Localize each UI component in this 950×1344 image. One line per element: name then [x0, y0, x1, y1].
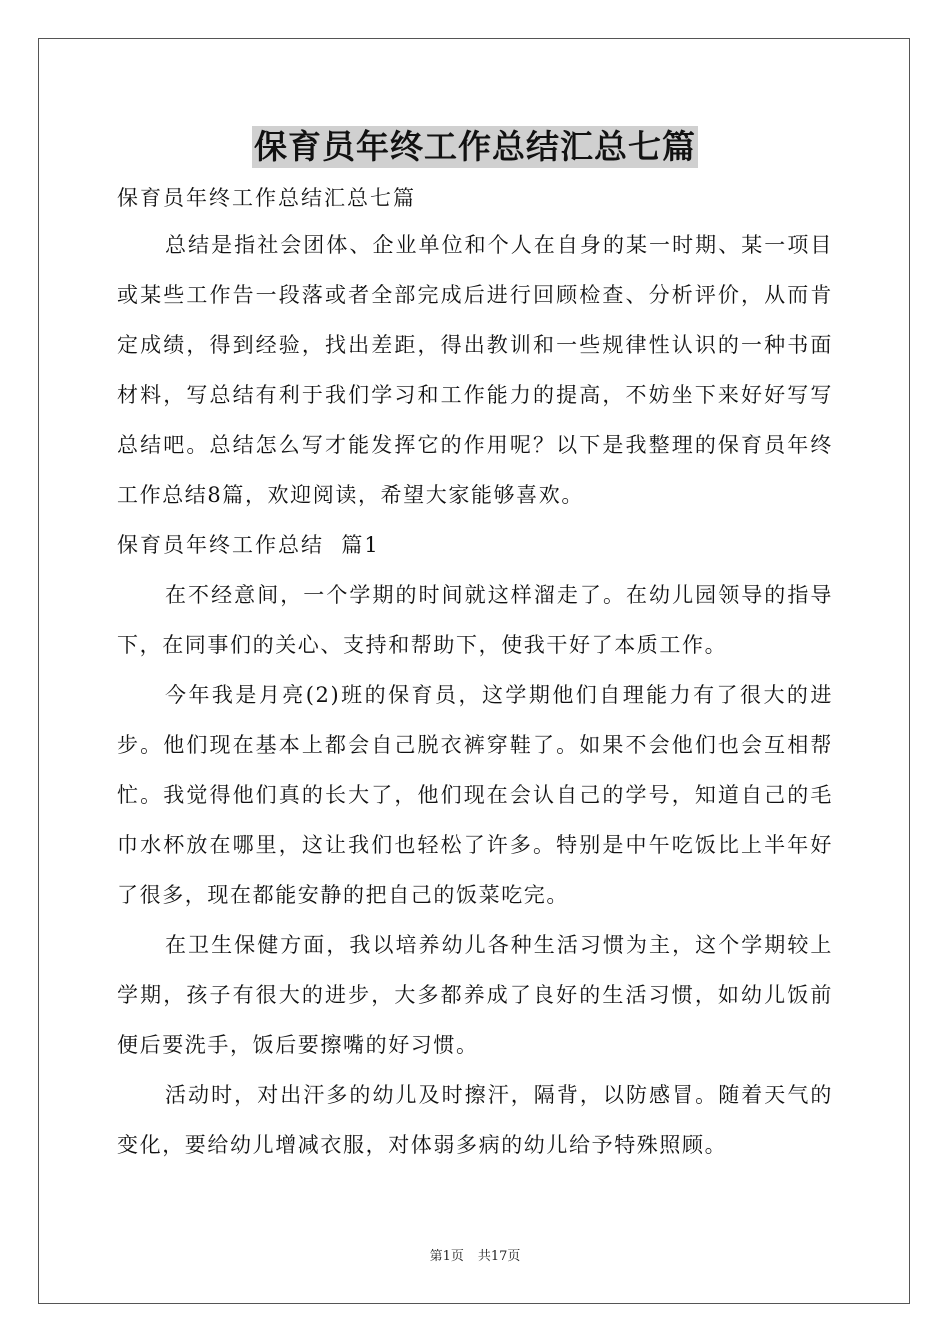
body-paragraph: 在不经意间，一个学期的时间就这样溜走了。在幼儿园领导的指导下，在同事们的关心、支持和帮助下，使我干好了本质工作。 — [117, 583, 833, 657]
body-paragraph: 在卫生保健方面，我以培养幼儿各种生活习惯为主，这个学期较上学期，孩子有很大的进步，大多都养成了良好的生活习惯，如幼儿饭前便后要洗手，饭后要擦嘴的好习惯。 — [117, 933, 833, 1057]
page-total: 共17页 — [477, 1249, 521, 1264]
body-paragraph: 今年我是月亮(2)班的保育员，这学期他们自理能力有了很大的进步。他们现在基本上都会自己脱衣裤穿鞋了。如果不会他们也会互相帮忙。我觉得他们真的长大了，他们现在会认自己的学号，知道自己的毛巾水杯放在哪里，这让我们也轻松了许多。特别是中午吃饭比上半年好了很多，现在都能安静的把自己的饭菜吃完。 — [117, 683, 833, 907]
page-number: 第1页 — [429, 1249, 464, 1264]
document-title: 保育员年终工作总结汇总七篇 — [254, 127, 696, 166]
intro-paragraph: 总结是指社会团体、企业单位和个人在自身的某一时期、某一项目或某些工作告一段落或者全部完成后进行回顾检查、分析评价，从而肯定成绩，得到经验，找出差距，得出教训和一些规律性认识的一种书面材料，写总结有利于我们学习和工作能力的提高，不妨坐下来好好写写总结吧。总结怎么写才能发挥它的作用呢？以下是我整理的保育员年终工作总结8篇，欢迎阅读，希望大家能够喜欢。 — [117, 233, 833, 507]
document-subtitle: 保育员年终工作总结汇总七篇 — [117, 186, 416, 210]
document-body — [117, 178, 833, 1170]
title-container — [0, 126, 950, 168]
section-heading: 保育员年终工作总结 篇1 — [117, 533, 380, 557]
page-footer — [0, 1249, 950, 1265]
body-paragraph: 活动时，对出汗多的幼儿及时擦汗，隔背，以防感冒。随着天气的变化，要给幼儿增减衣服，对体弱多病的幼儿给予特殊照顾。 — [117, 1083, 833, 1157]
